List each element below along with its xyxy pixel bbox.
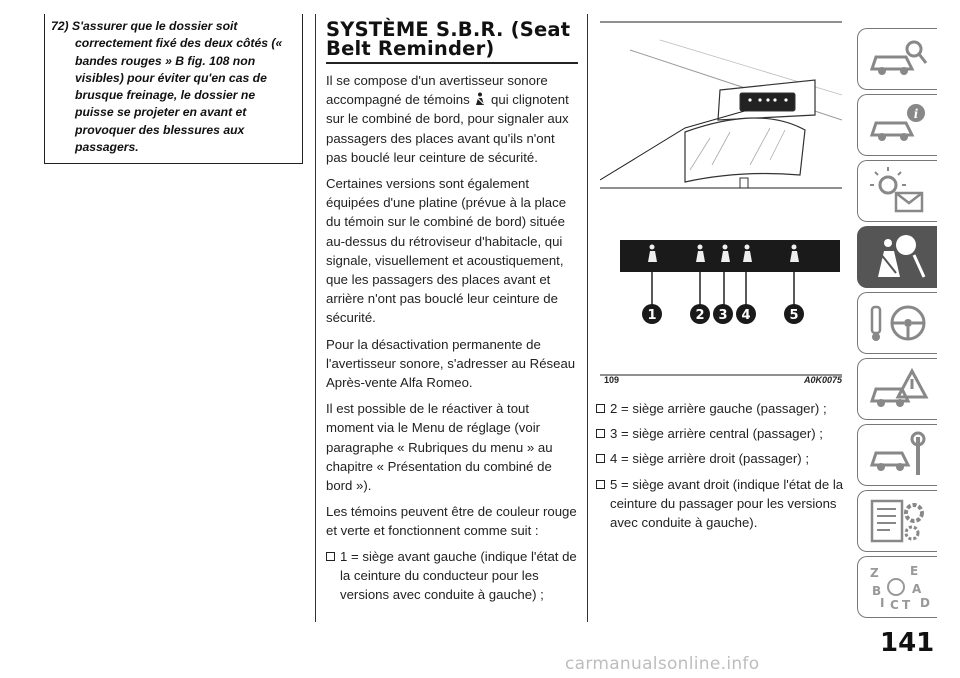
body-paragraph-3: Pour la désactivation permanente de l'avertisseur sonore, s'adresser au Réseau Après-vente Alfa Romeo. (326, 336, 576, 391)
callout-4: 4 (741, 308, 751, 323)
list-item (596, 449, 851, 468)
svg-text:C: C (890, 598, 899, 611)
checkbox-bullet-icon (596, 454, 605, 463)
car-warning-icon (866, 365, 930, 413)
page-number: 141 (880, 628, 935, 658)
warning-text (51, 18, 296, 156)
column-divider-left (315, 14, 316, 622)
tab-technical-data[interactable] (857, 490, 937, 552)
list-item-text: 5 = siège avant droit (indique l'état de la ceinture du passager pour les versions avec conduite à gauche). (610, 476, 844, 531)
tab-safety[interactable] (857, 226, 937, 288)
checkbox-bullet-icon (596, 429, 605, 438)
list-item-text: 2 = siège arrière gauche (passager) ; (610, 401, 827, 416)
tab-dashboard[interactable] (857, 28, 937, 90)
svg-text:A: A (912, 582, 922, 596)
watermark: carmanualsonline.info (565, 654, 760, 674)
car-search-icon (866, 35, 930, 83)
list-item-text: 4 = siège arrière droit (passager) ; (610, 451, 810, 467)
tab-lights-warnings[interactable] (857, 160, 937, 222)
body-paragraph-2: Certaines versions sont également équipées d'une platine (prévue à la place du témoin sur le combiné de bord) située au-dessus du rétroviseur d'habitacle, qui signale, visuellement et acoustiquement, que les passagers des places avant et arrière n'ont pas bouclé leur ceinture de sécurité. (326, 176, 567, 326)
body-paragraph-4: Il est possible de le réactiver à tout moment via le Menu de réglage (voir paragraphe « Rubriques du menu » au chapitre « Présentation du combiné de bord »). (326, 401, 553, 494)
figure-109 (600, 20, 842, 383)
chapter-sidebar (857, 28, 941, 622)
list-item-text: 1 = siège avant gauche (indique l'état de la ceinture du conducteur pour les versions avec conduite à gauche) ; (340, 548, 577, 603)
main-column (326, 20, 578, 604)
svg-text:D: D (920, 596, 930, 610)
warning-box (44, 14, 303, 164)
seatbelt-warning-icon (473, 92, 487, 106)
tab-car-info[interactable] (857, 94, 937, 156)
list-item (596, 424, 851, 443)
svg-text:Z: Z (870, 566, 879, 580)
svg-text:I: I (880, 596, 885, 610)
warning-line: 72) S'assurer que le dossier soit correctement fixé des deux côtés (« bandes rouges » B fig. 108 non visibles) pour éviter qu'en cas de brusque freinage, le dossier ne puisse se projeter en avant et provoquer des blessures aux passagers. (51, 19, 283, 155)
checkbox-bullet-icon (326, 552, 335, 561)
svg-text:B: B (872, 584, 882, 598)
airbag-seat-icon (866, 233, 930, 281)
section-title: SYSTÈME S.B.R. (Seat Belt Reminder) (326, 20, 578, 64)
list-item (326, 547, 578, 605)
paragraph-text: qui clignotent sur le combiné de bord, pour signaler aux passagers des places avant qu'ils n'ont pas bouclé leur ceinture de sécurité. (326, 92, 569, 165)
paragraph-text: Il se compose d'un avertisseur sonore accompagné de témoins (326, 73, 548, 108)
car-info-icon (866, 101, 930, 149)
document-gear-icon (866, 497, 930, 545)
figure-number: 109 (604, 375, 620, 385)
callout-1: 1 (647, 308, 657, 323)
right-column (596, 399, 851, 532)
checkbox-bullet-icon (596, 480, 605, 489)
list-item-text: 3 = siège arrière central (passager) ; (610, 426, 823, 442)
car-wrench-icon (866, 431, 930, 479)
svg-text:E: E (910, 564, 919, 578)
callout-3: 3 (718, 308, 728, 323)
body-paragraph-5: Les témoins peuvent être de couleur rouge et verte et fonctionnent comme suit : (326, 504, 577, 539)
svg-text:T: T (902, 598, 911, 611)
tab-emergency[interactable] (857, 358, 937, 420)
svg-text:i: i (913, 107, 919, 121)
list-item (596, 475, 851, 533)
tab-starting-driving[interactable] (857, 292, 937, 354)
figure-code: A0K0075 (803, 375, 842, 385)
tab-maintenance[interactable] (857, 424, 937, 486)
body-paragraph-1 (326, 71, 578, 167)
list-item (596, 399, 851, 418)
alphabet-index-icon (866, 563, 930, 611)
column-divider-right (587, 14, 588, 622)
callout-5: 5 (789, 308, 799, 323)
callout-2: 2 (695, 308, 705, 323)
lights-envelope-icon (866, 167, 930, 215)
steering-key-icon (866, 299, 930, 347)
checkbox-bullet-icon (596, 404, 605, 413)
tab-index[interactable] (857, 556, 937, 618)
